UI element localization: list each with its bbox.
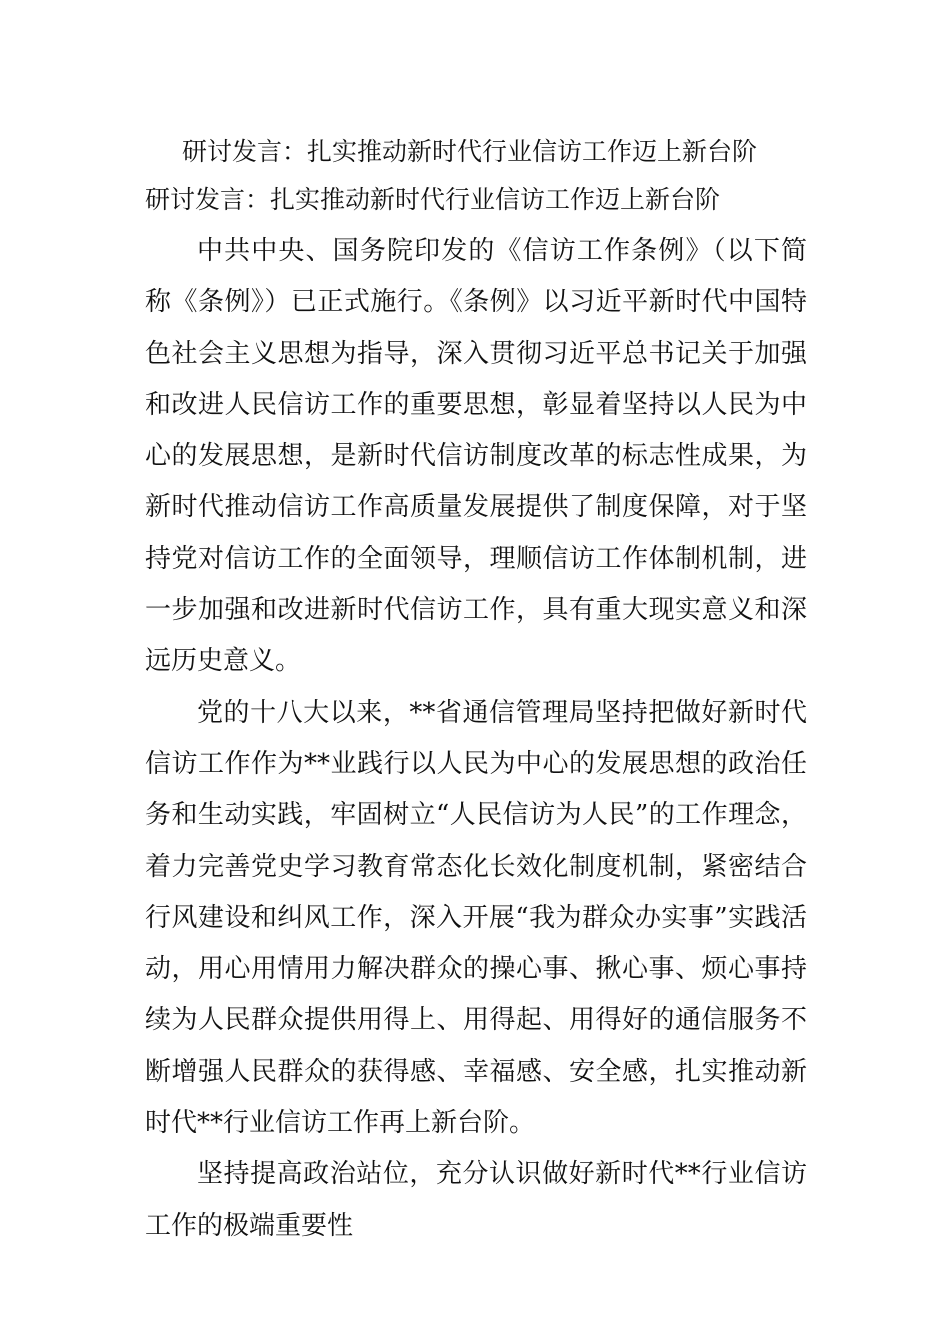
paragraph: 党的十八大以来，**省通信管理局坚持把做好新时代信访工作作为**业践行以人民为中心的发展思想的政治任务和生动实践，牢固树立“人民信访为人民”的工作理念，着力完善党史学习教育常态化长效化制度机制，紧密结合行风建设和纠风工作，深入开展“我为群众办实事”实践活动，用心用情用力解决群众的操心事、揪心事、烦心事持续为人民群众提供用得上、用得起、用得好的通信服务不断增强人民群众的获得感、幸福感、安全感，扎实推动新时代**行业信访工作再上新台阶。 <box>145 697 807 1139</box>
document-title-repeat: 研讨发言：扎实推动新时代行业信访工作迈上新台阶 <box>145 185 721 214</box>
document-title: 研讨发言：扎实推动新时代行业信访工作迈上新台阶 <box>182 137 758 166</box>
paragraph: 中共中央、国务院印发的《信访工作条例》（以下简称《条例》）已正式施行。《条例》以习近平新时代中国特色社会主义思想为指导，深入贯彻习近平总书记关于加强和改进人民信访工作的重要思想，彰显着坚持以人民为中心的发展思想，是新时代信访制度改革的标志性成果，为新时代推动信访工作高质量发展提供了制度保障，对于坚持党对信访工作的全面领导，理顺信访工作体制机制，进一步加强和改进新时代信访工作，具有重大现实意义和深远历史意义。 <box>145 236 807 677</box>
document-body <box>145 226 807 1252</box>
paragraph: 坚持提高政治站位，充分认识做好新时代**行业信访工作的极端重要性 <box>145 1159 807 1241</box>
